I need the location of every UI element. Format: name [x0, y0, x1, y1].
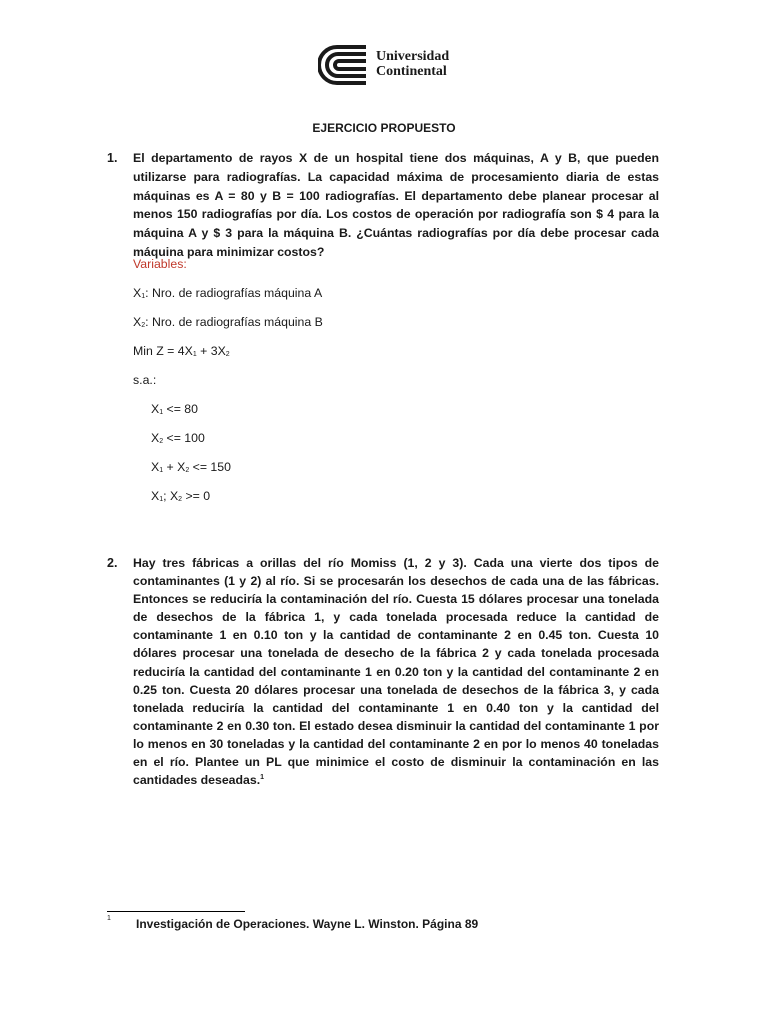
variable-x2	[133, 314, 323, 330]
c-text: <= 80	[163, 402, 198, 416]
university-logo	[318, 44, 458, 86]
exercise-2-statement	[133, 554, 659, 789]
var-name: X	[133, 315, 142, 329]
logo-line-2: Continental	[376, 64, 447, 79]
footnote-mark: 1	[107, 915, 111, 922]
c-text: X	[151, 489, 160, 503]
page-title: EJERCICIO PROPUESTO	[312, 121, 456, 135]
c-text: <= 150	[189, 460, 231, 474]
c-text: X	[151, 431, 160, 445]
c-sub: 2	[178, 496, 183, 503]
variables-label: Variables:	[133, 257, 187, 271]
c-sub: 2	[185, 467, 190, 474]
logo-wordmark	[376, 49, 449, 79]
exercise-1-statement	[133, 149, 659, 262]
var-name: X	[133, 286, 142, 300]
obj-sub: 1	[192, 351, 197, 358]
var-desc: : Nro. de radiografías máquina A	[145, 286, 323, 300]
statement-text: de un hospital tiene dos máquinas, A y B, que pueden utilizarse para radiografías. La capacidad máxima de procesamiento diaria de estas máquinas es A = 80 y B = 100 radiografías. El departamento debe planear procesar al menos 150 radiografías por día. Los costos de operación por radiografía son $ 4 para la máquina A y $ 3 para la máquina B. ¿Cuántas radiografías por día debe procesar cada máquina para minimizar costos?	[133, 151, 659, 259]
c-sub: 1	[159, 496, 164, 503]
c-sub: 1	[159, 409, 164, 416]
footnote-divider	[107, 911, 245, 912]
footnote-ref: 1	[260, 774, 265, 782]
subject-to-label: s.a.:	[133, 373, 157, 387]
logo-line-1: Universidad	[376, 49, 450, 64]
c-text: + X	[163, 460, 186, 474]
statement-bold: rayos X	[259, 151, 308, 165]
constraint-1	[151, 401, 198, 417]
obj-text: + 3X	[196, 344, 226, 358]
exercise-1-number: 1.	[107, 151, 118, 165]
constraint-3	[151, 459, 231, 475]
variable-x1	[133, 285, 322, 301]
c-text: ; X	[163, 489, 179, 503]
objective-function	[133, 343, 230, 359]
c-sub: 1	[159, 467, 164, 474]
c-text: >= 0	[182, 489, 211, 503]
c-text: X	[151, 460, 160, 474]
statement-text: El departamento de	[133, 151, 260, 165]
c-sub: 2	[159, 438, 164, 445]
var-sub: 1	[141, 293, 146, 300]
logo-mark-icon	[318, 44, 370, 86]
exercise-2-number: 2.	[107, 556, 118, 570]
constraint-2	[151, 430, 205, 446]
obj-sub: 2	[225, 351, 230, 358]
var-desc: : Nro. de radiografías máquina B	[145, 315, 323, 329]
c-text: <= 100	[163, 431, 205, 445]
obj-text: Min Z = 4X	[133, 344, 193, 358]
footnote-text: Investigación de Operaciones. Wayne L. Winston. Página 89	[136, 917, 479, 931]
constraint-4	[151, 488, 210, 504]
statement-text: Hay tres fábricas a orillas del río Momiss (1, 2 y 3). Cada una vierte dos tipos de contaminantes (1 y 2) al río. Si se procesarán los desechos de cada una de las fábricas. Entonces se reduciría la contaminación del río. Cuesta 15 dólares procesar una tonelada de desechos de la fábrica 1, y cada tonelada procesada reduce la cantidad de contaminante 1 en 0.10 ton y la cantidad de contaminante 2 en 0.45 ton. Cuesta 10 dólares procesar una tonelada de desecho de la fábrica 2 y cada tonelada procesada reduciría la cantidad del contaminante 1 en 0.20 ton y la cantidad del contaminante 2 en 0.25 ton. Cuesta 20 dólares procesar una tonelada de desechos de la fábrica 3, y cada tonelada reduciría la cantidad del contaminante 1 en 0.40 ton y la cantidad del contaminante 2 en 0.30 ton. El estado desea disminuir la cantidad del contaminante 1 por lo menos en 30 toneladas y la cantidad del contaminante 2 en por lo menos 40 toneladas en el río. Plantee un PL que minimice el costo de disminuir la contaminación en las cantidades deseadas.	[133, 556, 659, 788]
var-sub: 2	[141, 322, 146, 329]
c-text: X	[151, 402, 160, 416]
